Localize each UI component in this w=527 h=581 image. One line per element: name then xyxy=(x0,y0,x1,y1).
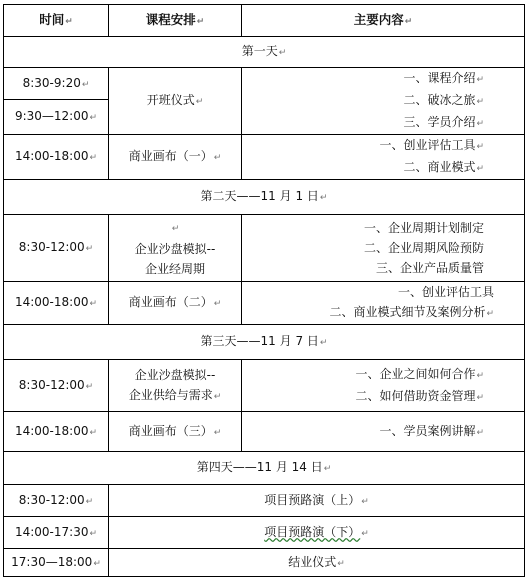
day-label: 第四天——11 月 14 日↵ xyxy=(4,452,525,485)
table-row xyxy=(4,215,525,282)
day-row xyxy=(4,180,525,215)
schedule-table xyxy=(3,4,525,577)
content-cell: 一、创业评估工具 二、商业模式细节及案例分析↵ xyxy=(242,282,525,325)
time-cell: 8:30-12:00↵ xyxy=(4,360,109,412)
header-content: 主要内容↵ xyxy=(242,5,525,37)
course-cell: 商业画布（一）↵ xyxy=(109,135,242,180)
time-cell: 14:00-18:00↵ xyxy=(4,412,109,452)
table-row xyxy=(4,360,525,412)
content-cell: 一、企业周期计划制定 二、企业周期风险预防 三、企业产品质量管 xyxy=(242,215,525,282)
header-row xyxy=(4,5,525,37)
table-row xyxy=(4,412,525,452)
header-time: 时间↵ xyxy=(4,5,109,37)
time-cell: 8:30-9:20↵ xyxy=(4,68,109,100)
time-cell: 8:30-12:00↵ xyxy=(4,215,109,282)
time-cell: 14:00-18:00↵ xyxy=(4,282,109,325)
table-row xyxy=(4,135,525,180)
time-cell: 14:00-18:00↵ xyxy=(4,135,109,180)
table-row xyxy=(4,549,525,577)
course-cell: 商业画布（三）↵ xyxy=(109,412,242,452)
day-label: 第一天↵ xyxy=(4,37,525,68)
day-row xyxy=(4,37,525,68)
content-cell: 一、学员案例讲解↵ xyxy=(242,412,525,452)
content-cell: 一、课程介绍↵ 二、破冰之旅↵ 三、学员介绍↵ xyxy=(242,68,525,135)
day-row xyxy=(4,452,525,485)
course-cell: 企业沙盘模拟-- 企业供给与需求↵ xyxy=(109,360,242,412)
day-label: 第二天——11 月 1 日↵ xyxy=(4,180,525,215)
course-cell: 商业画布（二）↵ xyxy=(109,282,242,325)
time-cell: 9:30—12:00↵ xyxy=(4,100,109,135)
time-cell: 17:30—18:00↵ xyxy=(4,549,109,577)
course-cell: ↵ 企业沙盘模拟-- 企业经周期 xyxy=(109,215,242,282)
table-row xyxy=(4,485,525,517)
table-row xyxy=(4,282,525,325)
day-label: 第三天——11 月 7 日↵ xyxy=(4,325,525,360)
table-row xyxy=(4,68,525,100)
table-row xyxy=(4,517,525,549)
day-row xyxy=(4,325,525,360)
header-course: 课程安排↵ xyxy=(109,5,242,37)
time-cell: 8:30-12:00↵ xyxy=(4,485,109,517)
content-cell: 一、企业之间如何合作↵ 二、如何借助资金管理↵ xyxy=(242,360,525,412)
merged-course-cell: 项目预路演（上）↵ xyxy=(109,485,525,517)
content-cell: 一、创业评估工具↵ 二、商业模式↵ xyxy=(242,135,525,180)
merged-course-cell: 项目预路演（下）↵ xyxy=(109,517,525,549)
course-cell: 开班仪式↵ xyxy=(109,68,242,135)
time-cell: 14:00-17:30↵ xyxy=(4,517,109,549)
merged-course-cell: 结业仪式↵ xyxy=(109,549,525,577)
